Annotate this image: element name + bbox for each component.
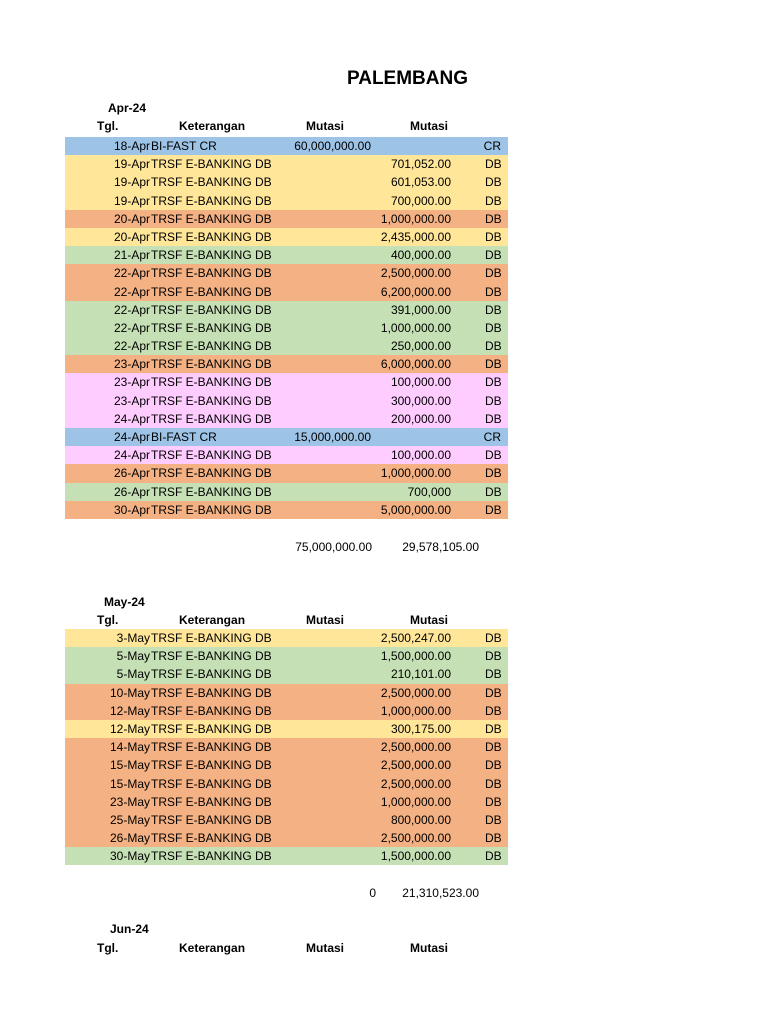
- cell-description: TRSF E-BANKING DB: [151, 631, 272, 645]
- cell-date: 23-Apr: [113, 357, 150, 372]
- cell-date: 22-Apr: [113, 284, 150, 299]
- cell-debit: 210,101.00: [390, 667, 451, 682]
- page-title: PALEMBANG: [346, 68, 469, 89]
- cell-description: TRSF E-BANKING DB: [151, 685, 272, 700]
- cell-description: TRSF E-BANKING DB: [151, 284, 272, 299]
- cell-date: 22-Apr: [113, 320, 150, 335]
- cell-date: 22-Apr: [113, 339, 150, 354]
- cell-type: CR: [483, 139, 501, 153]
- table-row: [65, 702, 508, 720]
- cell-description: TRSF E-BANKING DB: [151, 740, 272, 755]
- cell-date: 23-Apr: [113, 393, 150, 408]
- month-label-may: May-24: [104, 595, 145, 609]
- cell-description: TRSF E-BANKING DB: [151, 502, 272, 517]
- cell-debit: 601,053.00: [390, 175, 451, 190]
- cell-date: 24-Apr: [113, 411, 150, 426]
- cell-type: DB: [485, 211, 502, 226]
- cell-debit: 2,500,000.00: [380, 831, 451, 846]
- table-row: [65, 811, 508, 829]
- month-label-jun: Jun-24: [110, 922, 149, 936]
- cell-debit: 700,000: [407, 484, 451, 499]
- table-row: [65, 410, 508, 428]
- transaction-table-may: [65, 629, 508, 865]
- table-row: [65, 793, 508, 811]
- cell-description: TRSF E-BANKING DB: [151, 157, 272, 172]
- header-tgl: Tgl.: [97, 613, 119, 627]
- cell-date: 24-Apr: [113, 448, 150, 463]
- cell-date: 19-Apr: [113, 193, 150, 208]
- cell-description: TRSF E-BANKING DB: [151, 229, 272, 244]
- cell-type: DB: [485, 302, 502, 317]
- cell-type: DB: [485, 193, 502, 208]
- cell-type: DB: [485, 703, 502, 718]
- table-row: [65, 228, 508, 246]
- header-mutasi-db: Mutasi: [410, 119, 449, 133]
- cell-description: TRSF E-BANKING DB: [151, 175, 272, 190]
- cell-date: 26-May: [109, 831, 150, 846]
- header-keterangan: Keterangan: [179, 119, 246, 133]
- cell-description: TRSF E-BANKING DB: [151, 320, 272, 335]
- cell-type: DB: [485, 631, 502, 645]
- cell-debit: 391,000.00: [390, 302, 451, 317]
- table-row: [65, 283, 508, 301]
- cell-date: 22-Apr: [113, 266, 150, 281]
- cell-date: 26-Apr: [113, 484, 150, 499]
- cell-debit: 2,500,000.00: [380, 758, 451, 773]
- table-row: [65, 446, 508, 464]
- cell-debit: 1,000,000.00: [380, 320, 451, 335]
- cell-description: BI-FAST CR: [151, 430, 217, 444]
- cell-type: DB: [485, 157, 502, 172]
- cell-date: 14-May: [109, 740, 150, 755]
- table-row: [65, 483, 508, 501]
- cell-type: DB: [485, 685, 502, 700]
- cell-description: TRSF E-BANKING DB: [151, 649, 272, 664]
- cell-debit: 1,000,000.00: [380, 794, 451, 809]
- table-row: [65, 665, 508, 683]
- cell-debit: 300,175.00: [390, 721, 451, 736]
- cell-description: TRSF E-BANKING DB: [151, 849, 272, 864]
- cell-type: DB: [485, 375, 502, 390]
- table-row: [65, 392, 508, 410]
- total-debit-may: 21,310,523.00: [402, 886, 479, 900]
- cell-date: 21-Apr: [113, 248, 150, 263]
- cell-description: TRSF E-BANKING DB: [151, 721, 272, 736]
- cell-date: 23-Apr: [113, 375, 150, 390]
- table-row: [65, 373, 508, 391]
- cell-debit: 700,000.00: [390, 193, 451, 208]
- header-mutasi-db: Mutasi: [410, 613, 449, 627]
- cell-debit: 2,500,000.00: [380, 776, 451, 791]
- cell-type: DB: [485, 794, 502, 809]
- cell-description: TRSF E-BANKING DB: [151, 758, 272, 773]
- cell-description: TRSF E-BANKING DB: [151, 484, 272, 499]
- cell-type: DB: [485, 284, 502, 299]
- cell-type: DB: [485, 448, 502, 463]
- cell-description: TRSF E-BANKING DB: [151, 703, 272, 718]
- header-tgl: Tgl.: [97, 941, 119, 955]
- table-row: [65, 647, 508, 665]
- total-debit-apr: 29,578,105.00: [402, 540, 479, 554]
- cell-debit: 2,435,000.00: [380, 229, 451, 244]
- cell-debit: 100,000.00: [390, 448, 451, 463]
- cell-debit: 2,500,247.00: [380, 631, 451, 645]
- table-row: [65, 337, 508, 355]
- cell-description: TRSF E-BANKING DB: [151, 466, 272, 481]
- cell-description: TRSF E-BANKING DB: [151, 248, 272, 263]
- cell-date: 12-May: [109, 721, 150, 736]
- cell-description: TRSF E-BANKING DB: [151, 375, 272, 390]
- cell-description: TRSF E-BANKING DB: [151, 448, 272, 463]
- cell-debit: 5,000,000.00: [380, 502, 451, 517]
- cell-date: 24-Apr: [113, 430, 150, 444]
- cell-type: DB: [485, 248, 502, 263]
- header-tgl: Tgl.: [97, 119, 119, 133]
- cell-date: 20-Apr: [113, 211, 150, 226]
- cell-description: TRSF E-BANKING DB: [151, 302, 272, 317]
- cell-description: TRSF E-BANKING DB: [151, 339, 272, 354]
- header-mutasi-db: Mutasi: [410, 941, 449, 955]
- cell-date: 19-Apr: [113, 157, 150, 172]
- cell-description: TRSF E-BANKING DB: [151, 266, 272, 281]
- table-row: [65, 355, 508, 373]
- cell-date: 3-May: [116, 631, 150, 645]
- header-mutasi-cr: Mutasi: [306, 613, 345, 627]
- cell-description: TRSF E-BANKING DB: [151, 831, 272, 846]
- cell-debit: 1,500,000.00: [380, 649, 451, 664]
- table-row: [65, 192, 508, 210]
- cell-type: DB: [485, 484, 502, 499]
- cell-credit: 15,000,000.00: [294, 430, 371, 444]
- month-label-apr: Apr-24: [108, 101, 147, 115]
- cell-date: 10-May: [109, 685, 150, 700]
- table-row: [65, 629, 508, 647]
- cell-type: DB: [485, 320, 502, 335]
- cell-type: DB: [485, 502, 502, 517]
- cell-type: DB: [485, 849, 502, 864]
- cell-type: DB: [485, 393, 502, 408]
- table-row: [65, 246, 508, 264]
- cell-debit: 400,000.00: [390, 248, 451, 263]
- cell-description: TRSF E-BANKING DB: [151, 667, 272, 682]
- cell-date: 23-May: [109, 794, 150, 809]
- table-row: [65, 210, 508, 228]
- cell-date: 15-May: [109, 776, 150, 791]
- table-row: [65, 264, 508, 282]
- cell-debit: 2,500,000.00: [380, 266, 451, 281]
- transaction-table-apr: [65, 137, 508, 519]
- table-row: [65, 155, 508, 173]
- cell-type: DB: [485, 411, 502, 426]
- cell-description: TRSF E-BANKING DB: [151, 357, 272, 372]
- total-credit-apr: 75,000,000.00: [295, 540, 372, 554]
- cell-type: DB: [485, 831, 502, 846]
- cell-date: 25-May: [109, 812, 150, 827]
- cell-debit: 1,000,000.00: [380, 466, 451, 481]
- cell-type: DB: [485, 339, 502, 354]
- table-row: [65, 501, 508, 519]
- cell-description: TRSF E-BANKING DB: [151, 411, 272, 426]
- cell-debit: 2,500,000.00: [380, 740, 451, 755]
- total-credit-may: 0: [369, 886, 376, 900]
- cell-date: 5-May: [116, 667, 150, 682]
- cell-debit: 100,000.00: [390, 375, 451, 390]
- cell-description: TRSF E-BANKING DB: [151, 812, 272, 827]
- cell-debit: 300,000.00: [390, 393, 451, 408]
- table-row: [65, 319, 508, 337]
- cell-debit: 1,500,000.00: [380, 849, 451, 864]
- cell-debit: 2,500,000.00: [380, 685, 451, 700]
- header-mutasi-cr: Mutasi: [306, 119, 345, 133]
- table-row: [65, 301, 508, 319]
- table-row: [65, 756, 508, 774]
- cell-debit: 1,000,000.00: [380, 703, 451, 718]
- cell-credit: 60,000,000.00: [294, 139, 371, 153]
- cell-date: 15-May: [109, 758, 150, 773]
- table-row: [65, 720, 508, 738]
- cell-debit: 200,000.00: [390, 411, 451, 426]
- cell-description: TRSF E-BANKING DB: [151, 211, 272, 226]
- cell-description: BI-FAST CR: [151, 139, 217, 153]
- cell-description: TRSF E-BANKING DB: [151, 794, 272, 809]
- cell-type: DB: [485, 649, 502, 664]
- cell-date: 30-May: [109, 849, 150, 864]
- header-keterangan: Keterangan: [179, 941, 246, 955]
- cell-type: DB: [485, 229, 502, 244]
- cell-type: DB: [485, 721, 502, 736]
- cell-type: DB: [485, 266, 502, 281]
- cell-type: DB: [485, 812, 502, 827]
- table-row: [65, 428, 508, 446]
- cell-type: DB: [485, 776, 502, 791]
- table-row: [65, 684, 508, 702]
- table-row: [65, 173, 508, 191]
- cell-type: DB: [485, 466, 502, 481]
- cell-date: 18-Apr: [113, 139, 150, 153]
- table-row: [65, 847, 508, 865]
- cell-type: DB: [485, 357, 502, 372]
- cell-debit: 6,000,000.00: [380, 357, 451, 372]
- table-row: [65, 829, 508, 847]
- cell-description: TRSF E-BANKING DB: [151, 393, 272, 408]
- cell-date: 19-Apr: [113, 175, 150, 190]
- cell-description: TRSF E-BANKING DB: [151, 193, 272, 208]
- cell-debit: 250,000.00: [390, 339, 451, 354]
- table-row: [65, 738, 508, 756]
- table-row: [65, 464, 508, 482]
- cell-type: DB: [485, 667, 502, 682]
- table-row: [65, 775, 508, 793]
- cell-date: 20-Apr: [113, 229, 150, 244]
- cell-date: 12-May: [109, 703, 150, 718]
- header-mutasi-cr: Mutasi: [306, 941, 345, 955]
- header-keterangan: Keterangan: [179, 613, 246, 627]
- cell-type: DB: [485, 175, 502, 190]
- cell-date: 22-Apr: [113, 302, 150, 317]
- cell-debit: 800,000.00: [390, 812, 451, 827]
- cell-debit: 701,052.00: [390, 157, 451, 172]
- cell-type: DB: [485, 758, 502, 773]
- cell-type: CR: [483, 430, 501, 444]
- cell-description: TRSF E-BANKING DB: [151, 776, 272, 791]
- cell-date: 30-Apr: [113, 502, 150, 517]
- cell-date: 26-Apr: [113, 466, 150, 481]
- cell-type: DB: [485, 740, 502, 755]
- cell-date: 5-May: [116, 649, 150, 664]
- cell-debit: 1,000,000.00: [380, 211, 451, 226]
- table-row: [65, 137, 508, 155]
- cell-debit: 6,200,000.00: [380, 284, 451, 299]
